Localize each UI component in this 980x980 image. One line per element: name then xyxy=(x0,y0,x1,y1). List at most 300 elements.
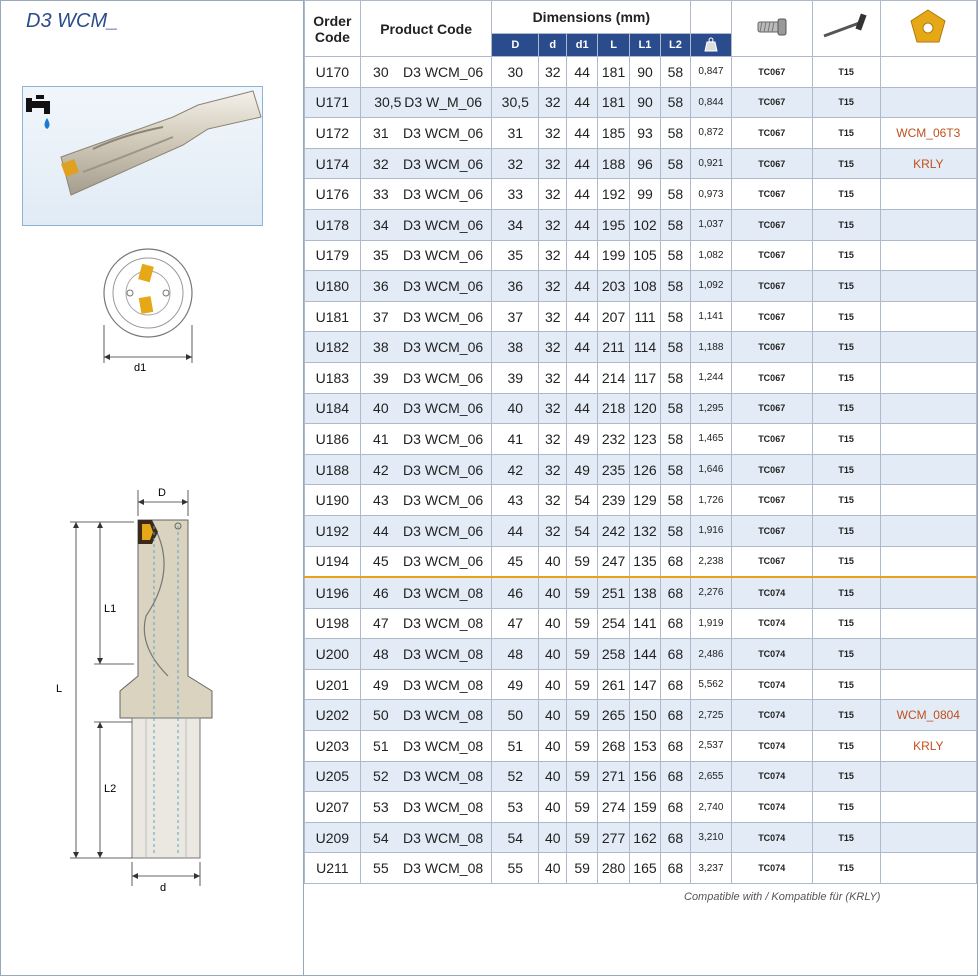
dim-L1-cell: 120 xyxy=(630,393,660,424)
key-cell: T15 xyxy=(812,608,880,639)
dim-L1-cell: 147 xyxy=(630,669,660,700)
table-row xyxy=(305,393,977,424)
screw-cell: TC074 xyxy=(731,822,812,853)
screw-cell: TC074 xyxy=(731,731,812,762)
insert-note-cell xyxy=(880,424,976,455)
dim-L-cell: 271 xyxy=(597,761,629,792)
dim-L2-cell: 58 xyxy=(660,240,690,271)
insert-note-cell xyxy=(880,301,976,332)
screw-cell: TC067 xyxy=(731,485,812,516)
order-code-cell: U207 xyxy=(305,792,361,823)
key-cell: T15 xyxy=(812,424,880,455)
key-cell: T15 xyxy=(812,669,880,700)
dim-L1-cell: 111 xyxy=(630,301,660,332)
key-cell: T15 xyxy=(812,639,880,670)
product-code-number: 45 xyxy=(373,553,389,570)
order-code-cell: U190 xyxy=(305,485,361,516)
header-weight xyxy=(691,1,732,34)
dim-L1-cell: 90 xyxy=(630,87,660,118)
label-L1: L1 xyxy=(104,603,117,615)
weight-cell: 2,486 xyxy=(691,639,732,670)
dim-D-cell: 51 xyxy=(492,731,539,762)
product-code-text: D3 WCM_06 xyxy=(403,522,484,539)
insert-note-cell xyxy=(880,822,976,853)
product-code-cell xyxy=(360,209,492,240)
insert-note-cell xyxy=(880,515,976,546)
product-code-cell xyxy=(360,731,492,762)
screw-cell: TC067 xyxy=(731,362,812,393)
dim-L-cell: 188 xyxy=(597,148,629,179)
dim-L2-cell: 68 xyxy=(660,822,690,853)
dim-L2-cell: 58 xyxy=(660,454,690,485)
insert-note-cell xyxy=(880,87,976,118)
product-code-number: 31 xyxy=(373,124,389,141)
order-code-cell: U174 xyxy=(305,148,361,179)
product-code-cell xyxy=(360,669,492,700)
dim-d-cell: 32 xyxy=(539,362,567,393)
table-row xyxy=(305,454,977,485)
product-code-cell xyxy=(360,118,492,149)
order-code-cell: U209 xyxy=(305,822,361,853)
dim-L1-cell: 129 xyxy=(630,485,660,516)
screw-cell: TC074 xyxy=(731,639,812,670)
product-code-cell xyxy=(360,700,492,731)
dim-d1-cell: 59 xyxy=(567,669,597,700)
dim-d1-cell: 44 xyxy=(567,148,597,179)
dim-L-cell: 235 xyxy=(597,454,629,485)
key-cell: T15 xyxy=(812,546,880,577)
table-row xyxy=(305,57,977,88)
dim-D-cell: 43 xyxy=(492,485,539,516)
insert-note-cell xyxy=(880,761,976,792)
table-row xyxy=(305,792,977,823)
dim-L1-cell: 132 xyxy=(630,515,660,546)
dim-D-cell: 46 xyxy=(492,577,539,608)
screw-cell: TC067 xyxy=(731,332,812,363)
dim-D-cell: 48 xyxy=(492,639,539,670)
product-code-number: 41 xyxy=(373,430,389,447)
dim-d-cell: 40 xyxy=(539,700,567,731)
product-code-number: 32 xyxy=(373,155,389,172)
key-cell: T15 xyxy=(812,761,880,792)
dim-L2-cell: 68 xyxy=(660,792,690,823)
key-cell: T15 xyxy=(812,179,880,210)
dim-d1-cell: 59 xyxy=(567,577,597,608)
product-code-cell xyxy=(360,515,492,546)
insert-note-cell xyxy=(880,240,976,271)
insert-note-cell xyxy=(880,57,976,88)
order-code-cell: U182 xyxy=(305,332,361,363)
dim-d-cell: 40 xyxy=(539,853,567,884)
product-code-number: 51 xyxy=(373,737,389,754)
compat-footer: Compatible with / Kompatible für (KRLY) xyxy=(684,891,881,903)
dim-d1-cell: 59 xyxy=(567,608,597,639)
product-code-cell xyxy=(360,485,492,516)
insert-note-cell xyxy=(880,577,976,608)
dim-L2-cell: 58 xyxy=(660,393,690,424)
table-row xyxy=(305,608,977,639)
product-code-text: D3 WCM_08 xyxy=(403,768,484,785)
series-title: D3 WCM_ xyxy=(26,10,119,32)
dim-L1-cell: 150 xyxy=(630,700,660,731)
faucet-coolant-icon xyxy=(24,92,58,137)
dim-D-cell: 36 xyxy=(492,271,539,302)
product-code-number: 36 xyxy=(373,277,389,294)
dim-L-cell: 232 xyxy=(597,424,629,455)
table-row xyxy=(305,669,977,700)
dim-D-cell: 35 xyxy=(492,240,539,271)
dim-d-cell: 40 xyxy=(539,731,567,762)
screw-cell: TC074 xyxy=(731,577,812,608)
header-dim-d: d xyxy=(539,34,567,57)
product-code-text: D3 WCM_06 xyxy=(403,553,484,570)
header-order-code: Order Code xyxy=(305,1,361,57)
dim-L2-cell: 58 xyxy=(660,148,690,179)
dim-d1-cell: 44 xyxy=(567,209,597,240)
key-cell: T15 xyxy=(812,271,880,302)
dim-d1-cell: 59 xyxy=(567,546,597,577)
key-cell: T15 xyxy=(812,731,880,762)
weight-cell: 1,916 xyxy=(691,515,732,546)
order-code-cell: U200 xyxy=(305,639,361,670)
insert-note-cell: KRLY xyxy=(880,731,976,762)
screw-cell: TC074 xyxy=(731,792,812,823)
insert-note-cell xyxy=(880,332,976,363)
dim-L1-cell: 159 xyxy=(630,792,660,823)
dim-L1-cell: 96 xyxy=(630,148,660,179)
product-code-number: 40 xyxy=(373,400,389,417)
key-cell: T15 xyxy=(812,515,880,546)
label-L2: L2 xyxy=(104,783,117,795)
header-screw xyxy=(731,1,812,57)
weight-cell: 1,188 xyxy=(691,332,732,363)
weight-cell: 0,844 xyxy=(691,87,732,118)
product-code-text: D3 WCM_08 xyxy=(403,737,484,754)
weight-cell: 3,237 xyxy=(691,853,732,884)
key-cell: T15 xyxy=(812,700,880,731)
product-code-text: D3 WCM_08 xyxy=(403,584,484,601)
table-row xyxy=(305,148,977,179)
product-code-cell xyxy=(360,148,492,179)
weight-cell: 1,092 xyxy=(691,271,732,302)
dim-L1-cell: 138 xyxy=(630,577,660,608)
product-code-text: D3 WCM_08 xyxy=(403,676,484,693)
dim-L-cell: 258 xyxy=(597,639,629,670)
header-dim-L1: L1 xyxy=(630,34,660,57)
key-cell: T15 xyxy=(812,118,880,149)
dim-d1-cell: 49 xyxy=(567,454,597,485)
dim-L2-cell: 58 xyxy=(660,301,690,332)
label-L: L xyxy=(56,683,63,695)
insert-note-cell xyxy=(880,853,976,884)
dim-L-cell: 195 xyxy=(597,209,629,240)
label-d1: d1 xyxy=(134,362,147,374)
header-dim-D: D xyxy=(492,34,539,57)
weight-cell: 1,082 xyxy=(691,240,732,271)
product-code-cell xyxy=(360,271,492,302)
dim-D-cell: 37 xyxy=(492,301,539,332)
label-d: d xyxy=(160,882,167,894)
dim-D-cell: 41 xyxy=(492,424,539,455)
dim-L2-cell: 58 xyxy=(660,118,690,149)
dim-L2-cell: 58 xyxy=(660,362,690,393)
dim-d1-cell: 59 xyxy=(567,731,597,762)
dim-D-cell: 31 xyxy=(492,118,539,149)
dim-L-cell: 192 xyxy=(597,179,629,210)
order-code-cell: U202 xyxy=(305,700,361,731)
dim-d1-cell: 49 xyxy=(567,424,597,455)
dim-L-cell: 261 xyxy=(597,669,629,700)
table-row xyxy=(305,577,977,608)
product-code-text: D3 WCM_06 xyxy=(403,247,484,264)
dim-L-cell: 181 xyxy=(597,87,629,118)
dim-L2-cell: 68 xyxy=(660,669,690,700)
dim-L1-cell: 102 xyxy=(630,209,660,240)
key-cell: T15 xyxy=(812,485,880,516)
order-code-cell: U178 xyxy=(305,209,361,240)
insert-note-cell: WCM_06T3 xyxy=(880,118,976,149)
product-code-number: 53 xyxy=(373,799,389,816)
dim-D-cell: 40 xyxy=(492,393,539,424)
key-cell: T15 xyxy=(812,57,880,88)
dim-L2-cell: 58 xyxy=(660,515,690,546)
screw-cell: TC067 xyxy=(731,271,812,302)
product-code-text: D3 WCM_06 xyxy=(403,186,484,203)
dim-d1-cell: 59 xyxy=(567,853,597,884)
table-row xyxy=(305,546,977,577)
order-code-cell: U188 xyxy=(305,454,361,485)
table-row xyxy=(305,700,977,731)
dim-d1-cell: 44 xyxy=(567,118,597,149)
product-code-number: 54 xyxy=(373,829,389,846)
product-code-text: D3 W_M_06 xyxy=(404,94,483,111)
dim-d-cell: 40 xyxy=(539,761,567,792)
dim-L1-cell: 156 xyxy=(630,761,660,792)
product-code-cell xyxy=(360,546,492,577)
screw-cell: TC067 xyxy=(731,424,812,455)
dim-d1-cell: 59 xyxy=(567,761,597,792)
screw-cell: TC067 xyxy=(731,118,812,149)
dim-L-cell: 207 xyxy=(597,301,629,332)
screw-cell: TC067 xyxy=(731,454,812,485)
dim-d-cell: 32 xyxy=(539,118,567,149)
dim-L2-cell: 68 xyxy=(660,608,690,639)
weight-cell: 1,919 xyxy=(691,608,732,639)
product-code-number: 30 xyxy=(373,63,389,80)
product-code-number: 48 xyxy=(373,646,389,663)
dim-D-cell: 49 xyxy=(492,669,539,700)
insert-note-cell xyxy=(880,546,976,577)
insert-note-cell xyxy=(880,485,976,516)
weight-cell: 2,238 xyxy=(691,546,732,577)
product-code-text: D3 WCM_06 xyxy=(403,369,484,386)
screw-cell: TC067 xyxy=(731,179,812,210)
dim-L1-cell: 165 xyxy=(630,853,660,884)
weight-cell: 5,562 xyxy=(691,669,732,700)
dim-d-cell: 32 xyxy=(539,454,567,485)
product-code-cell xyxy=(360,608,492,639)
product-code-text: D3 WCM_08 xyxy=(403,615,484,632)
dim-d1-cell: 44 xyxy=(567,240,597,271)
dim-L-cell: 280 xyxy=(597,853,629,884)
weight-cell: 2,537 xyxy=(691,731,732,762)
dim-d-cell: 32 xyxy=(539,209,567,240)
order-code-cell: U211 xyxy=(305,853,361,884)
dim-d1-cell: 59 xyxy=(567,822,597,853)
table-row xyxy=(305,731,977,762)
dim-d-cell: 40 xyxy=(539,822,567,853)
product-code-text: D3 WCM_06 xyxy=(403,155,484,172)
screw-cell: TC067 xyxy=(731,301,812,332)
product-code-cell xyxy=(360,393,492,424)
dim-d-cell: 32 xyxy=(539,271,567,302)
dim-d-cell: 32 xyxy=(539,148,567,179)
order-code-cell: U196 xyxy=(305,577,361,608)
product-code-number: 46 xyxy=(373,584,389,601)
label-D: D xyxy=(158,487,166,499)
key-cell: T15 xyxy=(812,577,880,608)
order-code-cell: U183 xyxy=(305,362,361,393)
dim-d1-cell: 44 xyxy=(567,87,597,118)
dim-d1-cell: 59 xyxy=(567,792,597,823)
dim-L-cell: 242 xyxy=(597,515,629,546)
product-code-number: 39 xyxy=(373,369,389,386)
product-code-cell xyxy=(360,240,492,271)
screw-cell: TC067 xyxy=(731,546,812,577)
product-code-number: 42 xyxy=(373,461,389,478)
insert-note-cell xyxy=(880,362,976,393)
dim-L-cell: 181 xyxy=(597,57,629,88)
dim-L1-cell: 126 xyxy=(630,454,660,485)
dim-d1-cell: 44 xyxy=(567,271,597,302)
table-row xyxy=(305,271,977,302)
order-code-cell: U194 xyxy=(305,546,361,577)
dim-D-cell: 52 xyxy=(492,761,539,792)
table-row xyxy=(305,822,977,853)
weight-cell: 1,141 xyxy=(691,301,732,332)
header-dim-L2: L2 xyxy=(660,34,690,57)
dim-d1-cell: 44 xyxy=(567,57,597,88)
screw-cell: TC067 xyxy=(731,393,812,424)
dim-L1-cell: 114 xyxy=(630,332,660,363)
dim-D-cell: 30 xyxy=(492,57,539,88)
screw-cell: TC074 xyxy=(731,761,812,792)
product-code-cell xyxy=(360,577,492,608)
dim-L1-cell: 117 xyxy=(630,362,660,393)
product-code-number: 43 xyxy=(373,492,389,509)
product-code-number: 49 xyxy=(373,676,389,693)
product-code-number: 34 xyxy=(373,216,389,233)
dim-d1-cell: 54 xyxy=(567,515,597,546)
product-code-number: 30,5 xyxy=(374,94,402,111)
dim-L-cell: 274 xyxy=(597,792,629,823)
dim-L2-cell: 68 xyxy=(660,853,690,884)
dim-L2-cell: 68 xyxy=(660,700,690,731)
left-panel xyxy=(0,0,304,976)
dim-d-cell: 32 xyxy=(539,393,567,424)
product-code-cell xyxy=(360,639,492,670)
dim-d-cell: 32 xyxy=(539,424,567,455)
dim-D-cell: 55 xyxy=(492,853,539,884)
table-row xyxy=(305,332,977,363)
dim-L1-cell: 105 xyxy=(630,240,660,271)
insert-note-cell xyxy=(880,792,976,823)
dim-D-cell: 39 xyxy=(492,362,539,393)
dim-d1-cell: 54 xyxy=(567,485,597,516)
product-code-number: 33 xyxy=(373,186,389,203)
insert-note-cell xyxy=(880,639,976,670)
table-row xyxy=(305,485,977,516)
key-cell: T15 xyxy=(812,301,880,332)
dim-L-cell: 254 xyxy=(597,608,629,639)
dim-L2-cell: 58 xyxy=(660,271,690,302)
screw-icon xyxy=(752,14,792,40)
weight-cell: 1,465 xyxy=(691,424,732,455)
screw-cell: TC067 xyxy=(731,57,812,88)
dim-d-cell: 32 xyxy=(539,515,567,546)
table-row xyxy=(305,515,977,546)
dim-L2-cell: 58 xyxy=(660,57,690,88)
product-code-cell xyxy=(360,179,492,210)
dim-D-cell: 42 xyxy=(492,454,539,485)
dim-d-cell: 32 xyxy=(539,179,567,210)
weight-cell: 0,847 xyxy=(691,57,732,88)
screw-cell: TC067 xyxy=(731,515,812,546)
weight-cell: 1,726 xyxy=(691,485,732,516)
product-code-text: D3 WCM_06 xyxy=(403,461,484,478)
product-code-cell xyxy=(360,822,492,853)
product-code-text: D3 WCM_06 xyxy=(403,430,484,447)
screw-cell: TC067 xyxy=(731,148,812,179)
order-code-cell: U192 xyxy=(305,515,361,546)
dim-D-cell: 47 xyxy=(492,608,539,639)
weight-cell: 2,276 xyxy=(691,577,732,608)
key-cell: T15 xyxy=(812,792,880,823)
order-code-cell: U179 xyxy=(305,240,361,271)
table-row xyxy=(305,362,977,393)
dim-D-cell: 54 xyxy=(492,822,539,853)
dim-D-cell: 45 xyxy=(492,546,539,577)
end-view-diagram xyxy=(100,245,210,380)
key-cell: T15 xyxy=(812,148,880,179)
table-row xyxy=(305,209,977,240)
screw-cell: TC074 xyxy=(731,853,812,884)
dim-d1-cell: 44 xyxy=(567,332,597,363)
dim-L1-cell: 162 xyxy=(630,822,660,853)
order-code-cell: U176 xyxy=(305,179,361,210)
key-cell: T15 xyxy=(812,454,880,485)
dim-d-cell: 40 xyxy=(539,669,567,700)
drill-photo xyxy=(22,86,263,226)
dim-L1-cell: 108 xyxy=(630,271,660,302)
header-dim-L: L xyxy=(597,34,629,57)
weight-cell: 0,872 xyxy=(691,118,732,149)
dim-D-cell: 32 xyxy=(492,148,539,179)
dim-L2-cell: 68 xyxy=(660,577,690,608)
weight-cell: 2,725 xyxy=(691,700,732,731)
dim-d-cell: 32 xyxy=(539,240,567,271)
dim-d1-cell: 44 xyxy=(567,393,597,424)
weight-cell: 1,646 xyxy=(691,454,732,485)
product-code-cell xyxy=(360,57,492,88)
dim-L1-cell: 153 xyxy=(630,731,660,762)
insert-icon xyxy=(908,7,948,47)
dim-L-cell: 211 xyxy=(597,332,629,363)
product-code-number: 52 xyxy=(373,768,389,785)
product-code-text: D3 WCM_06 xyxy=(403,124,484,141)
table-row xyxy=(305,118,977,149)
dim-L2-cell: 68 xyxy=(660,731,690,762)
